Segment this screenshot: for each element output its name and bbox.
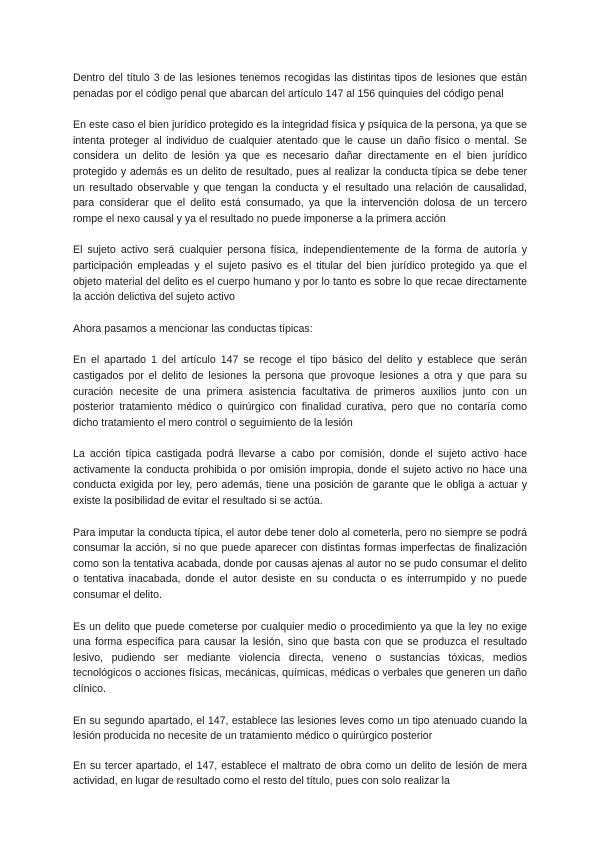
document-body bbox=[73, 71, 527, 806]
paragraph-sujetos: El sujeto activo será cualquier persona física, independientemente de la forma de autoría y participación empleadas y el sujeto pasivo es el titular del bien jurídico protegido ya que el objeto material del delito es el cuerpo humano y por lo tanto es sobre lo que recae directamente la acción delictiva del sujeto activo bbox=[73, 244, 527, 304]
paragraph-intro: Dentro del título 3 de las lesiones tenemos recogidas las distintas tipos de lesiones que están penadas por el código penal que abarcan del artículo 147 al 156 quinquies del código penal bbox=[73, 72, 527, 100]
paragraph-apartado-2: En su segundo apartado, el 147, establece las lesiones leves como un tipo atenuado cuando la lesión producida no necesite de un tratamiento médico o quirúrgico posterior bbox=[73, 714, 527, 743]
paragraph-apartado-1: En el apartado 1 del artículo 147 se recoge el tipo básico del delito y establece que serán castigados por el delito de lesiones la persona que provoque lesiones a otra y que para su curación necesite de una primera asistencia facultativa de primeros auxilios junto con un posterior tratamiento médico o quirúrgico con finalidad curativa, pero que no contaría como dicho tratamiento el mero control o seguimiento de la lesión bbox=[73, 354, 527, 429]
paragraph-imputar: Para imputar la conducta típica, el autor debe tener dolo al cometerla, pero no siempre se podrá consumar la acción, si no que puede aparecer con distintas formas imperfectas de finalización como son la tentativa acabada, donde por causas ajenas al autor no se pudo consumar el delito o tentativa inacabada, donde el autor desiste en su conducta o es interrumpido y no puede consumar el delito. bbox=[73, 526, 527, 602]
paragraph-conductas-intro: Ahora pasamos a mencionar las conductas típicas: bbox=[73, 322, 313, 335]
paragraph-apartado-3: En su tercer apartado, el 147, establece el maltrato de obra como un delito de lesión de mera actividad, en lugar de resultado como el resto del título, pues con solo realizar la bbox=[73, 759, 527, 788]
paragraph-medios: Es un delito que puede cometerse por cualquier medio o procedimiento ya que la ley no exige una forma específica para causar la lesión, sino que basta con que se produzca el resultado lesivo, pudiendo ser mediante violencia directa, veneno o sustancias tóxicas, medios tecnológicos o acciones físicas, mecánicas, químicas, médicas o verbales que generen un daño clínico. bbox=[73, 620, 527, 695]
paragraph-accion-tipica: La acción típica castigada podrá llevarse a cabo por comisión, donde el sujeto activo hace activamente la conducta prohibida o por omisión impropia, donde el sujeto activo no hace una conducta exigida por ley, pero además, tiene una posición de garante que le obliga a actuar y existe la posibilidad de evitar el resultado si se actúa. bbox=[73, 448, 527, 508]
paragraph-bien-juridico: En este caso el bien jurídico protegido es la integridad física y psíquica de la persona, ya que se intenta proteger al individuo de cualquier atentado que le cause un daño físico o mental. Se considera un delito de lesión ya que es necesario dañar directamente en el bien jurídico protegido y además es un delito de resultado, pues al realizar la conducta típica se debe tener un resultado observable y que tengan la conducta y el resultado una relación de causalidad, para considerar que el delito está consumado, ya que la intervención dolosa de un tercero rompe el nexo causal y ya el resultado no puede imponerse a la primera acción bbox=[73, 119, 527, 225]
